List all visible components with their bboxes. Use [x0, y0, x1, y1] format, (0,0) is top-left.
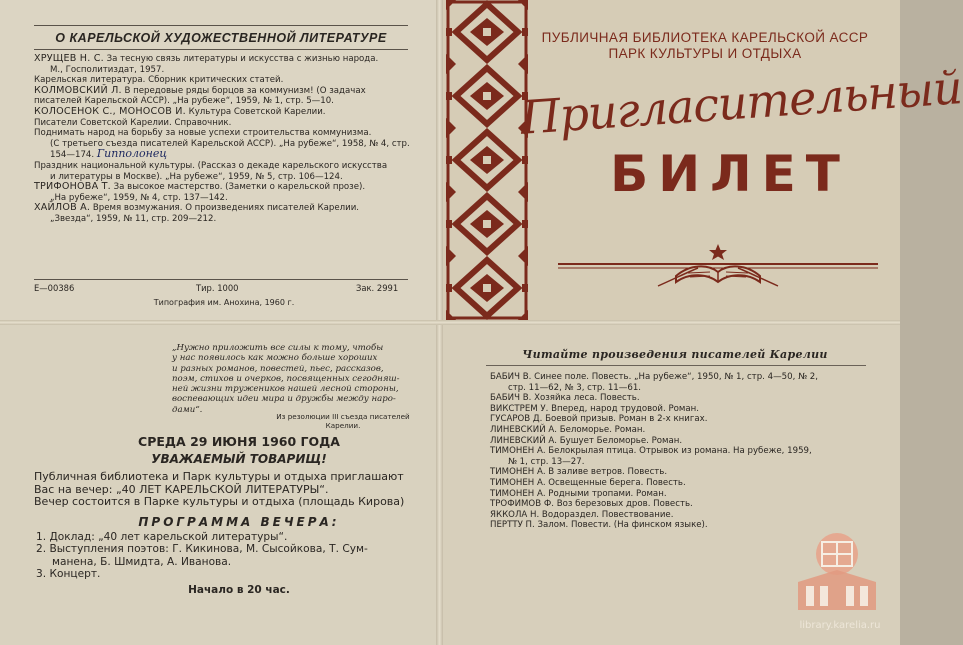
quote-line: воспевающих идеи мира и дружбы между наро- [172, 394, 396, 405]
book-entry: ТИМОНЕН А. Освещенные берега. Повесть. [490, 477, 686, 488]
quote-line: поэм, стихов и очерков, посвященных сегодняш- [172, 373, 400, 384]
program-item: 1. Доклад: „40 лет карельской литературы“. [36, 531, 288, 543]
footer-order: Зак. 2991 [356, 283, 399, 293]
entry-continuation: „На рубеже“, 1959, № 4, стр. 137—142. [50, 192, 228, 203]
book-entry: ТРОФИМОВ Ф. Воз березовых дров. Повесть. [490, 499, 693, 510]
entry-author: ТРИФОНОВА Т. [34, 181, 111, 193]
book-entry: БАБИЧ В. Синее поле. Повесть. „На рубеже“, 1950, № 1, стр. 4—50, № 2, [490, 372, 818, 382]
book-entry: БАБИЧ В. Хозяйка леса. Повесть. [490, 393, 640, 404]
horizontal-fold [0, 320, 900, 325]
book-entry: ВИКСТРЕМ У. Вперед, народ трудовой. Роман. [490, 403, 700, 414]
quote-line: ней жизни тружеников нашей лесной стороны, [172, 384, 399, 395]
reading-list [490, 372, 870, 531]
entry-continuation: М., Госполитиздат, 1957. [50, 64, 165, 75]
invitation-text [34, 471, 434, 509]
program-list [36, 531, 436, 581]
invitation-line: Вас на вечер: „40 ЛЕТ КАРЕЛЬСКОЙ ЛИТЕРАТУРЫ“. [34, 482, 329, 496]
quote-source-line: Карелии. [325, 421, 361, 430]
bibliography-entry [34, 203, 414, 214]
quote-source [268, 412, 418, 430]
bibliography-entry [34, 182, 414, 193]
footer-print-run: Тир. 1000 [196, 283, 239, 293]
entry-text: Карельская литература. Сборник критических статей. [34, 75, 284, 86]
book-entry: ПЕРТТУ П. Залом. Повести. (На финском языке). [490, 520, 708, 531]
quote-line: дами“. [172, 404, 203, 415]
entry-text: Поднимать народ на борьбу за новые успехи строительства коммунизма. [34, 128, 372, 139]
entry-text: За высокое мастерство. (Заметки о карельской прозе). [113, 182, 366, 193]
quote-line: „Нужно приложить все силы к тому, чтобы [172, 343, 384, 353]
entry-text: За тесную связь литературы и искусства с жизнью народа. [106, 54, 379, 64]
program-title: ПРОГРАММА ВЕЧЕРА: [138, 515, 340, 529]
entry-text: Писатели Советской Карелии. Справочник. [34, 117, 232, 128]
rule-under-title [34, 49, 408, 50]
entry-text: В передовые ряды борцов за коммунизм! (О задачах писателей Карельской АССР). „На рубеже“, 1959, № 1, стр. 5—10. [34, 85, 366, 107]
quote-line: у нас появилось как можно больше хороших [172, 353, 378, 364]
title-ticket: БИЛЕТ [610, 145, 850, 203]
reading-title-rule [486, 365, 866, 366]
entry-author: КОЛОСЕНОК С., МОНОСОВ И. [34, 105, 186, 117]
book-entry: ТИМОНЕН А. Родными тропами. Роман. [490, 488, 667, 499]
ornament-border-icon [446, 0, 528, 320]
invitation-line: Публичная библиотека и Парк культуры и отдыха приглашают [34, 470, 404, 483]
entry-text: Праздник национальной культуры. (Рассказ о декаде карельского искусства [34, 160, 388, 171]
program-item: 3. Концерт. [36, 568, 101, 581]
book-entry: ГУСАРОВ Д. Боевой призыв. Роман в 2-х книгах. [490, 414, 708, 425]
institution-name [530, 30, 880, 62]
entry-author: ХРУЩЕВ Н. С. [34, 53, 104, 64]
entry-continuation: и литературы в Москве). „На рубеже“, 1959, № 5, стр. 106—124. [50, 171, 343, 182]
greeting: УВАЖАЕМЫЙ ТОВАРИЩ! [151, 452, 327, 466]
rule-bottom [34, 279, 408, 280]
event-date: СРЕДА 29 ИЮНЯ 1960 ГОДА [138, 434, 340, 449]
invitation-line: Вечер состоится в Парке культуры и отдыха (площадь Кирова) [34, 495, 405, 509]
institution-line-2: ПАРК КУЛЬТУРЫ И ОТДЫХА [608, 46, 802, 61]
start-time: Начало в 20 час. [188, 584, 290, 596]
handwritten-note: Гипполонец [96, 147, 168, 161]
book-emblem-icon [558, 242, 878, 290]
entry-text: Время возмужания. О произведениях писателей Карелии. [92, 203, 360, 214]
bibliography-entry [34, 128, 414, 139]
book-entry: ЯККОЛА Н. Водораздел. Повествование. [490, 509, 674, 520]
bibliography-entry [34, 107, 414, 118]
book-entry: ТИМОНЕН А. В заливе ветров. Повесть. [490, 467, 668, 478]
bibliography-entry [34, 86, 414, 107]
program-item-continuation: манена, Б. Шмидта, А. Иванова. [52, 555, 232, 568]
footer-code: Е—00386 [34, 283, 75, 293]
rule-top [34, 25, 408, 26]
entry-continuation: „Звезда“, 1959, № 11, стр. 209—212. [50, 213, 217, 224]
entry-continuation: (С третьего съезда писателей Карельской АССР). „На рубеже“, 1958, № 4, стр. 154—174. Гипполонец [50, 138, 410, 161]
program-item: 2. Выступления поэтов: Г. Кикинова, М. Сысойкова, Т. Сум- [36, 543, 368, 556]
quote-source-line: Из резолюции III съезда писателей [276, 412, 410, 421]
entry-author: ХАЙЛОВ А. [34, 202, 91, 214]
library-logo-icon [792, 532, 882, 614]
institution-line-1: ПУБЛИЧНАЯ БИБЛИОТЕКА КАРЕЛЬСКОЙ АССР [541, 30, 869, 45]
quote-line: и разных романов, повестей, пьес, рассказов, [172, 363, 384, 374]
bibliography-title: О КАРЕЛЬСКОЙ ХУДОЖЕСТВЕННОЙ ЛИТЕРАТУРЕ [55, 31, 387, 45]
bibliography-list [34, 54, 414, 225]
title-script: Пригласительный [518, 60, 963, 145]
reading-list-title: Читайте произведения писателей Карелии [522, 348, 828, 361]
bibliography-entry [34, 118, 414, 129]
resolution-quote [172, 343, 412, 415]
book-entry: ТИМОНЕН А. Белокрылая птица. Отрывок из романа. На рубеже, 1959, [490, 446, 812, 457]
book-entry: ЛИНЕВСКИЙ А. Беломорье. Роман. [490, 424, 646, 435]
book-entry: ЛИНЕВСКИЙ А. Бушует Беломорье. Роман. [490, 435, 683, 446]
book-entry-continuation: стр. 11—62, № 3, стр. 11—61. [508, 382, 642, 393]
entry-text: Культура Советской Карелии. [188, 106, 326, 117]
book-entry-continuation: № 1, стр. 13—27. [508, 456, 585, 467]
watermark-site: library.karelia.ru [799, 620, 881, 631]
bibliography-entry [34, 54, 414, 65]
entry-author: КОЛМОВСКИЙ Л. [34, 84, 122, 96]
printer-line: Типография им. Анохина, 1960 г. [153, 298, 295, 307]
bibliography-entry [34, 161, 414, 172]
